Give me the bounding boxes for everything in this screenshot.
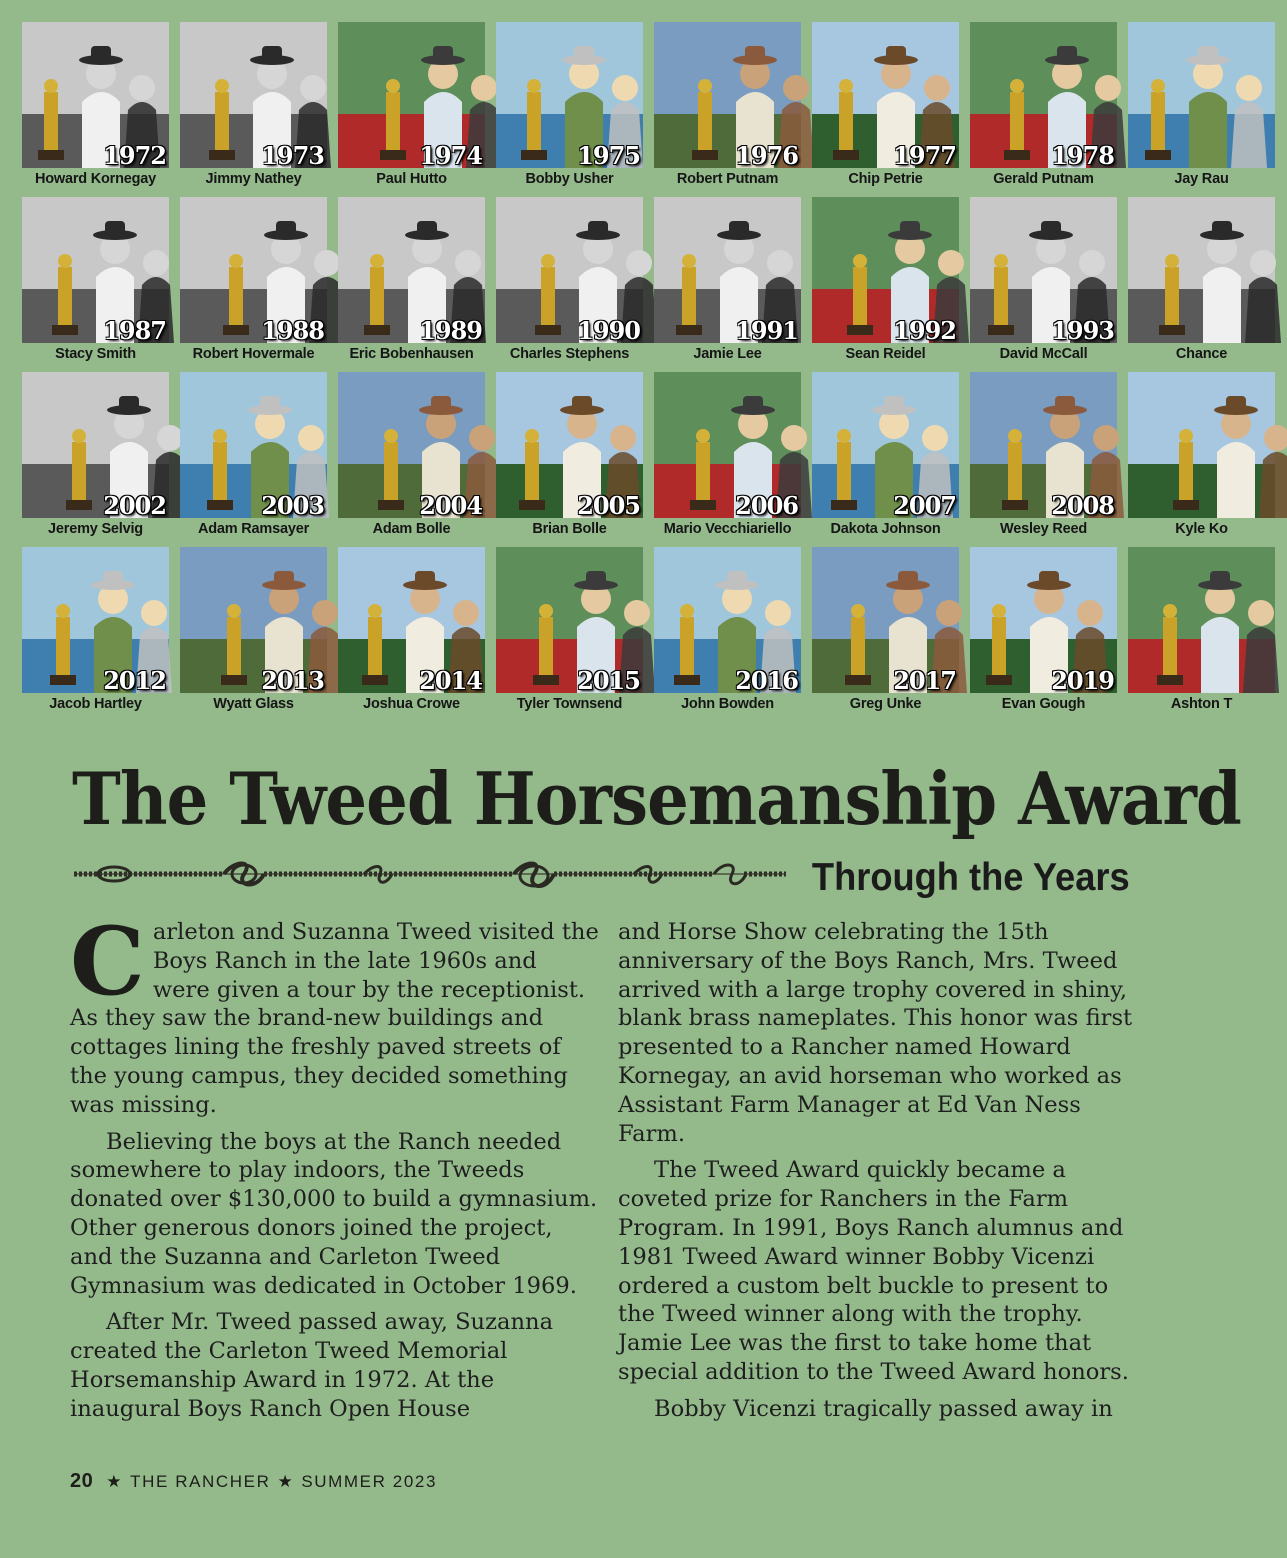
star-icon: ★ <box>277 1472 295 1491</box>
winner-photo <box>338 372 485 518</box>
award-year: 1974 <box>419 141 482 170</box>
award-year: 1977 <box>893 141 956 170</box>
winner-tile <box>338 22 485 192</box>
winner-tile <box>496 22 643 192</box>
winner-name: Gerald Putnam <box>993 171 1094 187</box>
award-year: 1976 <box>735 141 798 170</box>
award-year: 1989 <box>419 316 482 345</box>
paragraph-2: Believing the boys at the Ranch needed somewhere to play indoors, the Tweeds donated over $130,000 to build a gymnasium. Other generous donors joined the project, and the Suzanna and Carleton Tweed Gymnasium was dedicated in October 1969. <box>70 1128 598 1299</box>
winner-tile <box>180 547 327 717</box>
winner-photo <box>180 372 327 518</box>
winner-tile <box>22 197 169 367</box>
winner-photo <box>812 22 959 168</box>
winner-photo <box>22 22 169 168</box>
rope-divider <box>74 860 786 900</box>
award-year: 1993 <box>1051 316 1114 345</box>
winner-name: Kyle Ko <box>1175 521 1228 537</box>
winner-name: Jimmy Nathey <box>205 171 302 187</box>
winner-photo <box>654 372 801 518</box>
winner-name: Mario Vecchiariello <box>663 521 792 537</box>
award-year: 2006 <box>735 491 798 520</box>
winner-name: Bobby Usher <box>525 171 614 187</box>
award-year: 1973 <box>261 141 324 170</box>
winner-photo <box>22 197 169 343</box>
winner-name: Sean Reidel <box>845 346 926 362</box>
award-year: 2012 <box>103 666 166 695</box>
award-year: 1972 <box>103 141 166 170</box>
winner-name: John Bowden <box>681 696 774 712</box>
winner-name: Greg Unke <box>849 696 922 712</box>
winner-photo <box>654 197 801 343</box>
winner-name: Tyler Townsend <box>516 696 623 712</box>
winner-tile <box>496 197 643 367</box>
winner-photo <box>180 22 327 168</box>
winner-tile <box>180 372 327 542</box>
award-year: 1991 <box>735 316 798 345</box>
award-year: 1978 <box>1051 141 1114 170</box>
award-year: 2008 <box>1051 491 1114 520</box>
winner-tile <box>812 197 959 367</box>
winner-tile <box>338 197 485 367</box>
winner-tile <box>496 372 643 542</box>
winner-photo <box>812 372 959 518</box>
winner-tile <box>654 547 801 717</box>
winner-photo <box>654 22 801 168</box>
winner-tile <box>22 22 169 192</box>
winner-name: Wyatt Glass <box>213 696 294 712</box>
winner-name: Wesley Reed <box>1000 521 1087 537</box>
winner-photo <box>1128 22 1275 168</box>
winner-name: Adam Ramsayer <box>197 521 310 537</box>
award-year: 1990 <box>577 316 640 345</box>
award-year: 2015 <box>577 666 640 695</box>
winner-tile <box>970 547 1117 717</box>
winner-name: Stacy Smith <box>55 346 136 362</box>
winner-name: Brian Bolle <box>532 521 607 537</box>
article-column-left <box>70 907 600 1432</box>
winner-tile <box>22 372 169 542</box>
winner-photo <box>180 547 327 693</box>
winner-photo <box>654 547 801 693</box>
paragraph-1-text: arleton and Suzanna Tweed visited the Boys Ranch in the late 1960s and were given a tour by the receptionist. As they saw the brand-new buildings and cottages lining the freshly paved streets of the young campus, they decided something was missing. <box>70 919 599 1118</box>
award-year: 2014 <box>419 666 482 695</box>
winner-name: Dakota Johnson <box>830 521 941 537</box>
award-year: 2004 <box>419 491 482 520</box>
winner-tile <box>180 22 327 192</box>
winner-tile <box>338 547 485 717</box>
award-year: 2007 <box>893 491 956 520</box>
winner-tile <box>180 197 327 367</box>
winner-tile <box>970 22 1117 192</box>
winner-tile <box>338 372 485 542</box>
winner-photo <box>970 547 1117 693</box>
award-year: 2005 <box>577 491 640 520</box>
winner-photo <box>970 22 1117 168</box>
winner-name: Chance <box>1175 346 1228 362</box>
article-subtitle: Through the Years <box>812 856 1130 899</box>
award-year: 2002 <box>103 491 166 520</box>
winner-photo <box>1128 372 1275 518</box>
article-column-right <box>618 918 1148 1432</box>
winner-tile <box>654 22 801 192</box>
winner-name: David McCall <box>999 346 1088 362</box>
winner-photo <box>1128 547 1275 693</box>
award-year: 2019 <box>1051 666 1114 695</box>
winner-photo <box>812 197 959 343</box>
winner-tile <box>812 547 959 717</box>
paragraph-3: After Mr. Tweed passed away, Suzanna created the Carleton Tweed Memorial Horsemanship Award in 1972. At the inaugural Boys Ranch Open House <box>70 1309 554 1422</box>
publication-name: THE RANCHER <box>130 1472 271 1491</box>
award-year: 1988 <box>261 316 324 345</box>
award-year: 2013 <box>261 666 324 695</box>
article-title: The Tweed Horsemanship Award <box>72 756 1241 841</box>
winner-name: Jeremy Selvig <box>48 521 143 537</box>
award-year: 2016 <box>735 666 798 695</box>
award-year: 1992 <box>893 316 956 345</box>
winner-tile <box>22 547 169 717</box>
winner-photo <box>22 547 169 693</box>
winner-name: Paul Hutto <box>376 171 447 187</box>
page-number: 20 <box>70 1470 94 1492</box>
winner-tile <box>1128 22 1275 192</box>
winner-name: Chip Petrie <box>848 171 923 187</box>
award-year: 2003 <box>261 491 324 520</box>
award-year: 1975 <box>577 141 640 170</box>
winner-tile <box>654 197 801 367</box>
winner-name: Eric Bobenhausen <box>349 346 474 362</box>
winner-name: Howard Kornegay <box>34 171 157 187</box>
winner-photo <box>970 197 1117 343</box>
winner-tile <box>970 197 1117 367</box>
winner-tile <box>812 22 959 192</box>
winner-name: Jay Rau <box>1174 171 1229 187</box>
winner-photo <box>496 22 643 168</box>
winner-tile <box>496 547 643 717</box>
winner-photo <box>338 197 485 343</box>
winner-name: Charles Stephens <box>509 346 630 362</box>
paragraph-6: Bobby Vicenzi tragically passed away in <box>654 1395 1113 1422</box>
winner-tile <box>970 372 1117 542</box>
winner-photo <box>970 372 1117 518</box>
winners-photo-grid <box>0 0 1233 720</box>
paragraph-1 <box>70 907 600 1120</box>
winner-photo <box>338 22 485 168</box>
issue-label: SUMMER 2023 <box>301 1472 438 1491</box>
winner-name: Jacob Hartley <box>49 696 142 712</box>
winner-photo <box>22 372 169 518</box>
winner-photo <box>496 197 643 343</box>
winner-tile <box>1128 372 1275 542</box>
winner-photo <box>180 197 327 343</box>
page-footer <box>70 1470 437 1493</box>
winner-tile <box>812 372 959 542</box>
winner-name: Joshua Crowe <box>363 696 460 712</box>
winner-photo <box>338 547 485 693</box>
winner-photo <box>496 372 643 518</box>
winner-tile <box>1128 547 1275 717</box>
award-year: 1987 <box>103 316 166 345</box>
star-icon: ★ <box>106 1472 124 1491</box>
award-year: 2017 <box>893 666 956 695</box>
winner-photo <box>496 547 643 693</box>
paragraph-4: and Horse Show celebrating the 15th anniversary of the Boys Ranch, Mrs. Tweed arrived with a large trophy covered in shiny, blank brass nameplates. This honor was first presented to a Rancher named Howard Kornegay, an avid horseman who worked as Assistant Farm Manager at Ed Van Ness Farm. <box>618 919 1133 1147</box>
winner-name: Jamie Lee <box>693 346 762 362</box>
winner-name: Ashton T <box>1170 696 1233 712</box>
winner-tile <box>654 372 801 542</box>
winner-tile <box>1128 197 1275 367</box>
drop-cap: C <box>70 907 145 1017</box>
winner-name: Robert Putnam <box>676 171 779 187</box>
winner-name: Evan Gough <box>1001 696 1086 712</box>
winner-photo <box>1128 197 1275 343</box>
winner-name: Robert Hovermale <box>192 346 315 362</box>
winner-photo <box>812 547 959 693</box>
paragraph-5: The Tweed Award quickly became a coveted prize for Ranchers in the Farm Program. In 1991, Boys Ranch alumnus and 1981 Tweed Award winner Bobby Vicenzi ordered a custom belt buckle to present to the Tweed winner along with the trophy. Jamie Lee was the first to take home that special addition to the Tweed Award honors. <box>618 1157 1129 1385</box>
winner-name: Adam Bolle <box>372 521 451 537</box>
